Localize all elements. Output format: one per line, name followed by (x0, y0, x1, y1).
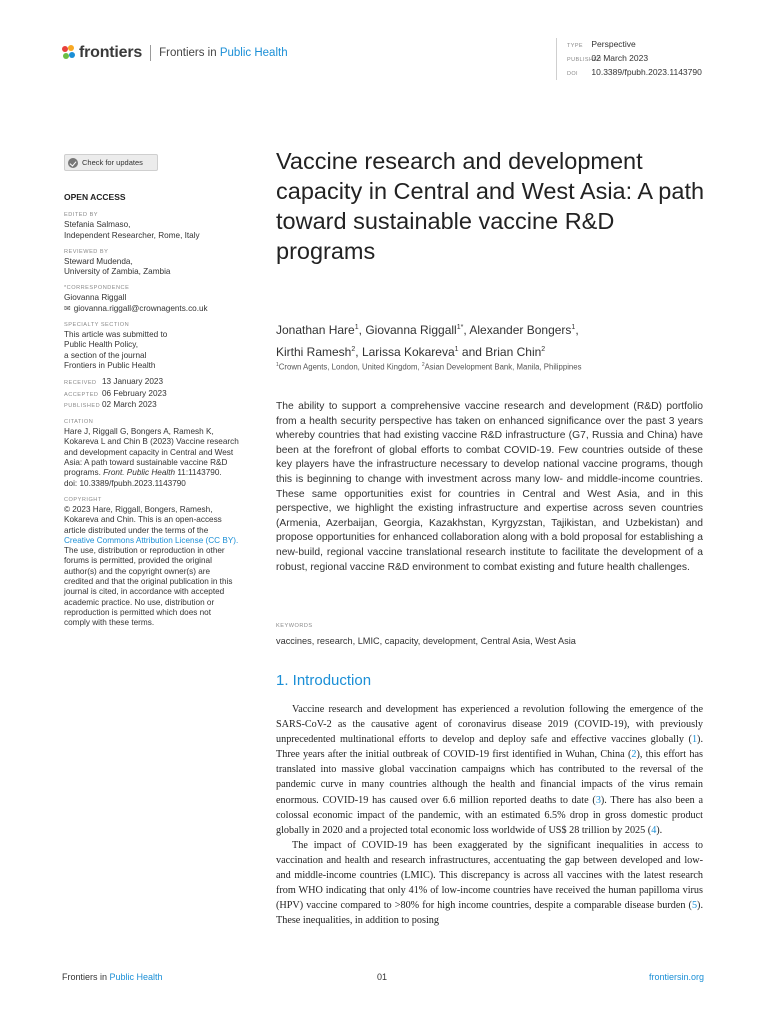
paragraph: The impact of COVID-19 has been exaggerated by the significant inequalities in access to vaccination and health and research infrastructures, accentuating the gap between developed and low- and middle-income countries (LMIC). This discrepancy is across all vaccines with the latest research from WHO indicating that only 41% of low-income countries have received the human papilloma virus (HPV) vaccine compared to >80% for high income countries, despite a comparable disease burden (5). These inequalities, in addition to posing (276, 839, 703, 927)
footer-site-link[interactable]: frontiersin.org (648, 972, 704, 982)
keywords-label: KEYWORDS (276, 623, 313, 629)
citation-link[interactable]: 4 (651, 824, 657, 836)
citation-link[interactable]: 2 (631, 749, 637, 761)
article-meta: TYPE Perspective PUBLISHED 02 March 2023 DOI 10.3389/fpubh.2023.1143790 (556, 38, 702, 80)
journal-header (62, 44, 288, 62)
doi[interactable]: 10.3389/fpubh.2023.1143790 (591, 67, 702, 77)
affiliations: $^1$Crown Agents, London, United Kingdom, $^2$Asian Development Bank, Manila, Philippines (276, 362, 582, 372)
section-heading: 1. Introduction (276, 672, 372, 689)
author[interactable]: Brian Chin (485, 345, 542, 359)
published-date: 02 March 2023 (591, 53, 649, 63)
open-access-label: OPEN ACCESS (64, 192, 126, 202)
author[interactable]: Giovanna Riggall (365, 323, 457, 337)
author-list: Jonathan Hare$^1$, Giovanna Riggall$^{1*}$, Alexander Bongers$^1$, Kirthi Ramesh$^2$, Larissa Kokareva$^1$ and Brian Chin$^2$ (276, 323, 579, 359)
check-icon (68, 158, 78, 168)
article-type: Perspective (591, 39, 636, 49)
author[interactable]: Alexander Bongers (469, 323, 572, 337)
journal-name[interactable]: Frontiers in Public Health (159, 47, 288, 59)
citation-link[interactable]: 1 (691, 734, 698, 746)
author[interactable]: Larissa Kokareva (361, 345, 455, 359)
license-link[interactable]: Creative Commons Attribution License (CC BY). (64, 535, 239, 545)
check-updates-button[interactable]: Check for updates (64, 154, 158, 171)
author[interactable]: Kirthi Ramesh (276, 345, 352, 359)
mail-icon: ✉ (64, 303, 71, 313)
correspondence-email[interactable]: giovanna.riggall@crownagents.co.uk (73, 303, 208, 313)
citation-link[interactable]: 3 (595, 794, 601, 806)
article-title: Vaccine research and development capacity in Central and West Asia: A path toward sustainable vaccine R&D programs (276, 148, 705, 264)
author[interactable]: Jonathan Hare (276, 323, 355, 337)
page-number: 01 (377, 972, 388, 982)
abstract: The ability to support a comprehensive vaccine research and development (R&D) portfolio from a health security perspective has taken on enhanced significance over the past 3 years whereby countries that had existing vaccine R&D infrastructure (G7, Russia and China) have been at the forefront of global efforts to combat COVID-19. Few countries outside of these key players have the infrastructure necessary to develop national vaccine programs, though this is beginning to change with investment across many low- and middle-income countries. These same opportunities exist for countries in Central and West Asia, and in this perspective, we highlight the existing infrastructure and expertise across seven countries (Armenia, Azerbaijan, Georgia, Kazakhstan, Kyrgyzstan, Tajikistan, and Uzbekistan) and propose opportunities for enhanced collaboration along with a bold proposal for establishing a new-build, regional vaccine translational research institute to facilitate the development of a robust, regional vaccine R&D environment to combat existing and future health challenges. (276, 401, 703, 573)
paragraph: Vaccine research and development has experienced a revolution following the emergence of the SARS-CoV-2 as the causative agent of coronavirus disease 2019 (COVID-19), with previously unprecedented multinational efforts to develop and deploy safe and effective vaccines globally (1). Three years after the initial outbreak of COVID-19 first identified in Wuhan, China (2), this effort has translated into massive global vaccination campaigns which has contributed to the reversal of the pandemic curve in many countries although the health and financial impacts of the virus remain enormous. COVID-19 has caused over 6.6 million reported deaths to date (3). There has also been a colossal economic impact of the pandemic, with an estimated 6.5% drop in gross domestic product globally in 2020 and a projected total economic loss worldwide of US$ 28 trillion by 2025 (4). (276, 704, 703, 836)
divider (150, 45, 151, 61)
body-text (276, 702, 703, 928)
keywords: vaccines, research, LMIC, capacity, development, Central Asia, West Asia (276, 636, 576, 646)
brand-name: frontiers (79, 44, 143, 61)
frontiers-logo-icon (62, 45, 76, 61)
citation-link[interactable]: 5 (691, 900, 698, 912)
article-sidebar: OPEN ACCESS EDITED BY Stefania Salmaso, Independent Researcher, Rome, Italy REVIEWED BY Steward Mudenda, University of Zambia, Zambia *CORRESPONDENCE Giovanna Riggall ✉ giovanna.riggall@crownagents.co.uk SPECIALTY SECTION This article was submitted to Public Health Policy, a section of the journal Frontiers in Public Health RECEIVED 13 January 2023 ACCEPTED 06 February 2023 PUBLISHED 02 March 2023 CITATION Hare J, Riggall G, Bongers A, Ramesh K, Kokareva L and Chin B (2023) Vaccine research and development capacity in Central and West Asia: A path toward sustainable vaccine R&D programs. Front. Public Health 11:1143790. doi: 10.3389/fpubh.2023.1143790 COPYRIGHT © 2023 Hare, Riggall, Bongers, Ramesh, Kokareva and Chin. This is an open-access article distributed under the terms of the Creative Commons Attribution License (CC BY). The use, distribution or reproduction in other forums is permitted, provided the original author(s) and the copyright owner(s) are credited and that the original publication in this journal is cited, in accordance with accepted academic practice. No use, distribution or reproduction is permitted which does not comply with these terms. (64, 192, 260, 629)
footer-journal: Frontiers in Public Health (62, 972, 163, 982)
